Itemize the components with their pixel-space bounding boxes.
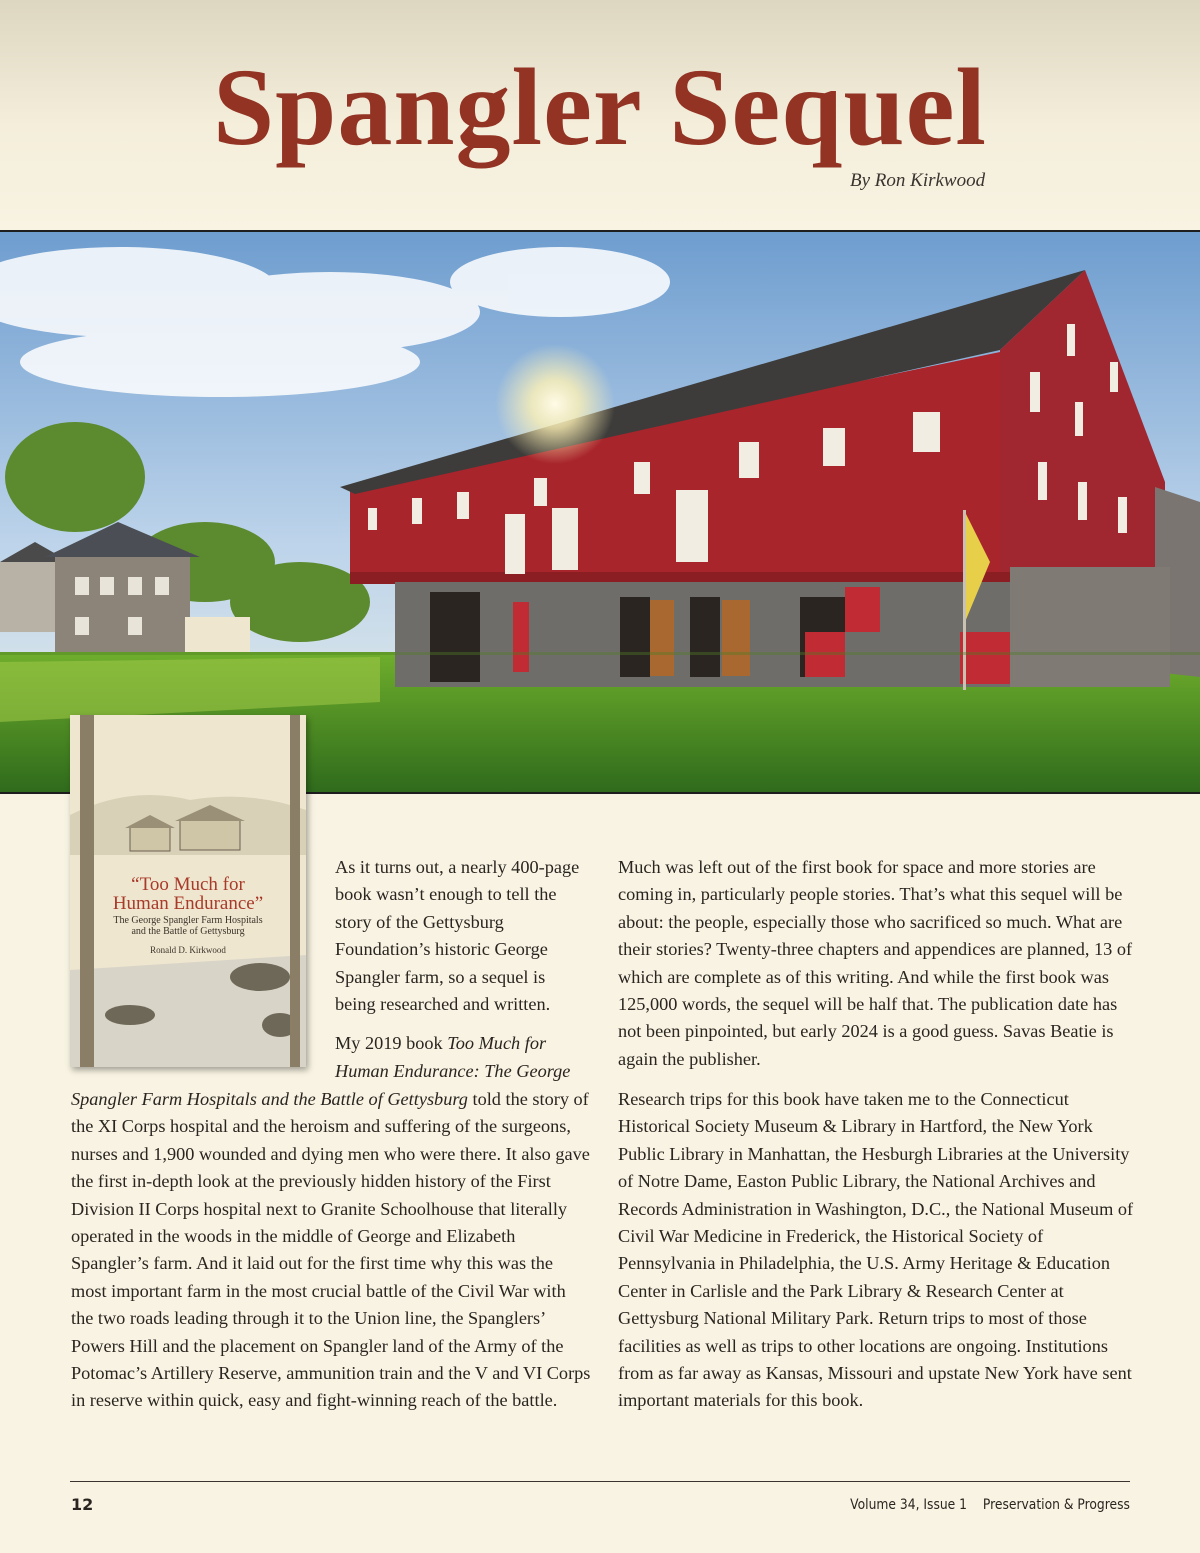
- page-number: 12: [71, 1495, 94, 1514]
- book-cover-subtitle: The George Spangler Farm Hospitals and the Battle of Gettysburg: [113, 915, 263, 937]
- page-title: Spangler Sequel: [213, 46, 987, 168]
- paragraph-4: Research trips for this book have taken me to the Connecticut Historical Society Museum & Library in Hartford, the New York Public Library in Manhattan, the Hesburgh Libraries at the University of Notre Dame, Easton Public Library, the National Archives and Records Administration in Washington, D.C., the National Museum of Civil War Medicine in Frederick, the Historical Society of Pennsylvania in Philadelphia, the U.S. Army Heritage & Education Center in Carlisle and the Park Library & Research Center at Gettysburg National Military Park. Return trips to most of those facilities as well as trips to other locations are ongoing. Institutions from as far away as Kansas, Missouri and upstate New York have sent important materials for this book.: [618, 1089, 1134, 1411]
- article-intro: [335, 854, 585, 1085]
- byline: By Ron Kirkwood: [850, 170, 986, 191]
- barn-illustration: [0, 232, 1200, 792]
- article-right-column-2: [618, 1086, 1138, 1415]
- hero-photo: [0, 230, 1200, 794]
- article-left-column: [71, 1086, 591, 1415]
- article-right-column: [618, 854, 1138, 1073]
- book-cover: [70, 715, 306, 1067]
- book-cover-author: Ronald D. Kirkwood: [150, 945, 226, 955]
- volume-issue: Volume 34, Issue 1: [850, 1497, 968, 1513]
- paragraph-2-lead: My 2019 book Too Much for Human Endurance: The George: [335, 1033, 571, 1081]
- publication-name: Preservation & Progress: [982, 1497, 1130, 1513]
- footer-publication-info: [850, 1497, 1130, 1513]
- footer-divider: [70, 1481, 1130, 1482]
- paragraph-3: Much was left out of the first book for space and more stories are coming in, particularly people stories. That’s what this sequel will be about: the people, especially those who sacrificed so much. What are their stories? Twenty-three chapters and appendices are planned, 13 of which are complete as of this writing. And while the first book was 125,000 words, the sequel will be half that. The publication date has not been pinpointed, but early 2024 is a good guess. Savas Beatie is again the publisher.: [618, 857, 1133, 1069]
- book-cover-title: “Too Much for Human Endurance”: [112, 874, 264, 914]
- paragraph-2-body: Spangler Farm Hospitals and the Battle of Gettysburg told the story of the XI Corps hospital and the heroism and suffering of the surgeons, nurses and 1,900 wounded and dying men who were there. It also gave the first in-depth look at the previously hidden history of the First Division II Corps hospital next to Granite Schoolhouse that literally operated in the woods in the middle of George and Elizabeth Spangler’s farm. And it laid out for the first time why this was the most important farm in the most crucial battle of the Civil War with the two roads leading through it to the Union line, the Spanglers’ Powers Hill and the placement on Spangler land of the Army of the Potomac’s Artillery Reserve, ammunition train and the V and VI Corps in reserve within quick, easy and fight-winning reach of the battle.: [71, 1089, 591, 1411]
- paragraph-1: As it turns out, a nearly 400-page book wasn’t enough to tell the story of the Gettysburg Foundation’s historic George Spangler farm, so a sequel is being researched and written.: [335, 857, 580, 1015]
